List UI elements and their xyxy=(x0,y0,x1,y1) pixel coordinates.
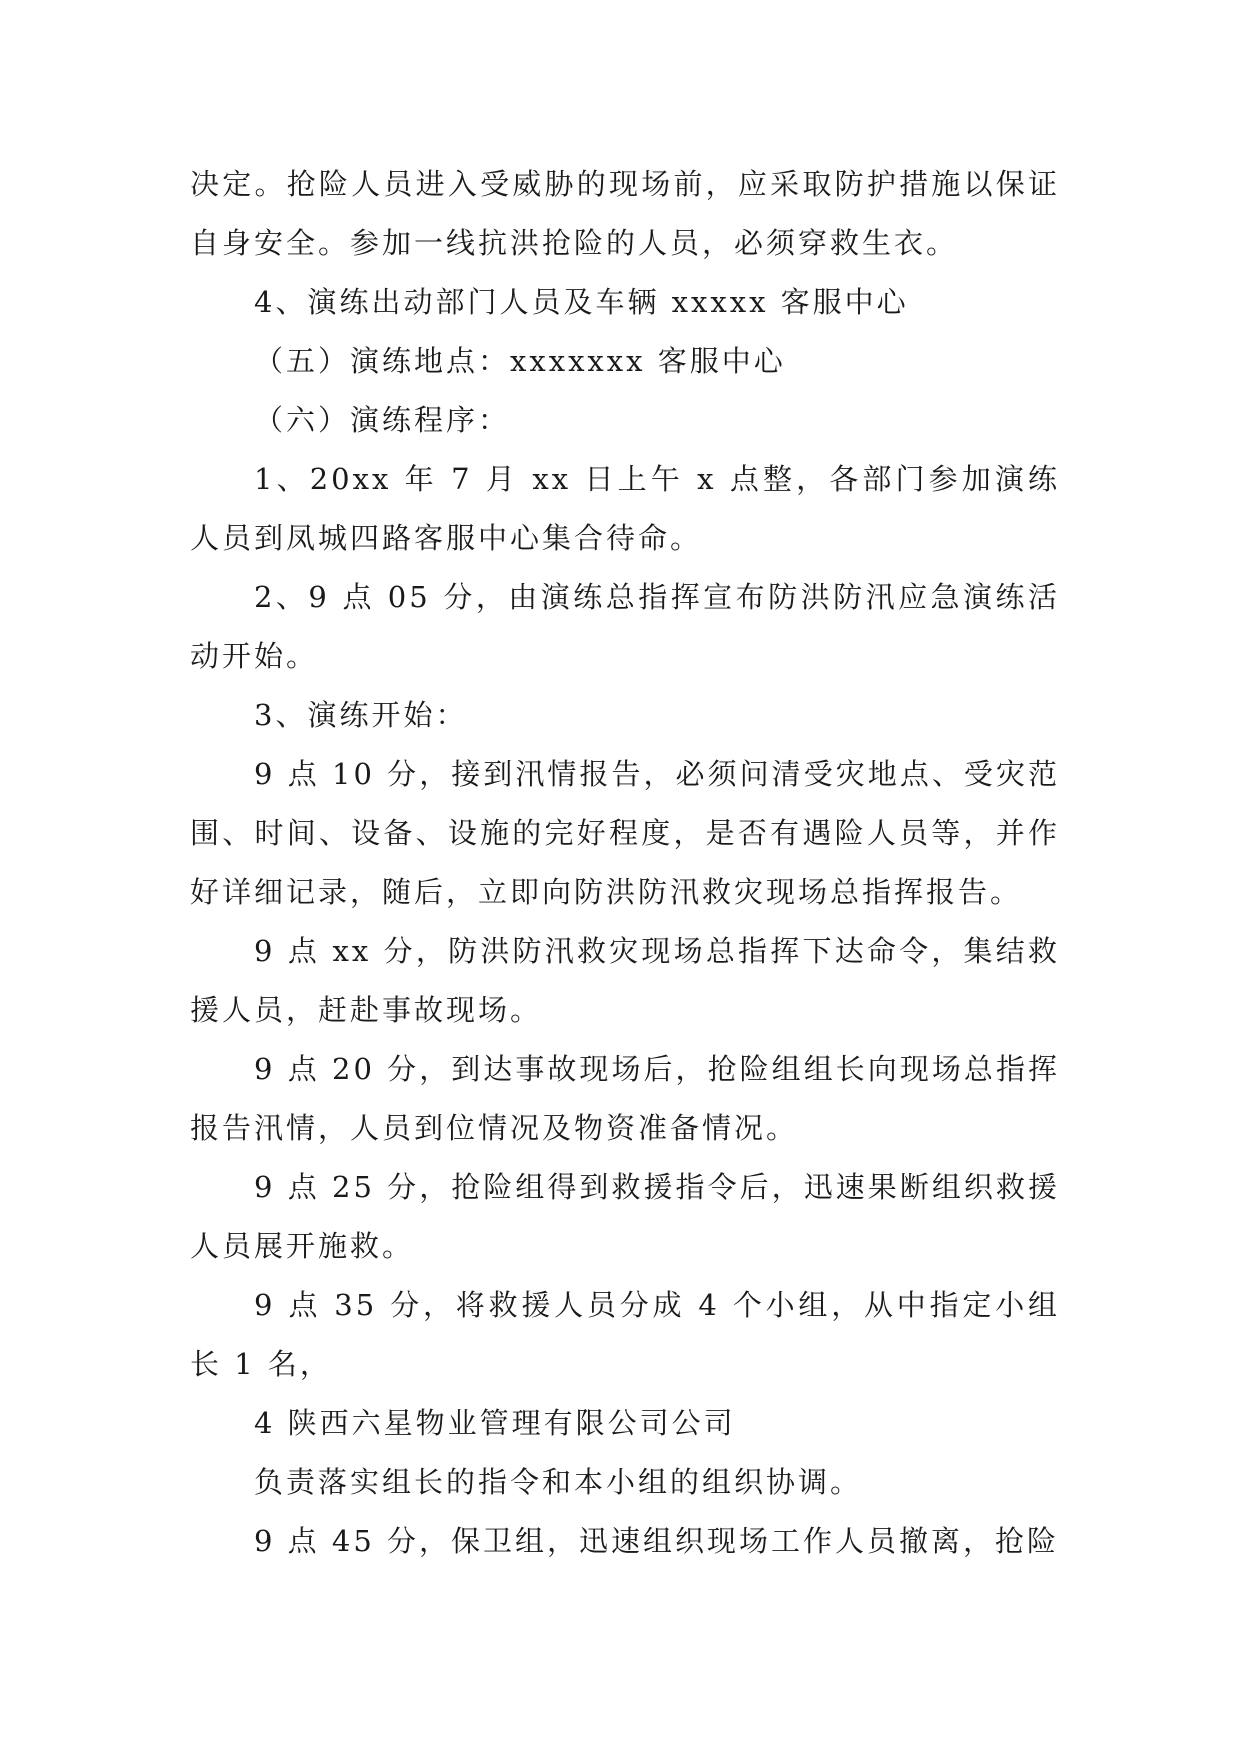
paragraph-0935: 9 点 35 分，将救援人员分成 4 个小组，从中指定小组长 1 名， xyxy=(190,1288,1060,1381)
paragraph-0925: 9 点 25 分，抢险组得到救援指令后，迅速果断组织救援人员展开施救。 xyxy=(190,1170,1060,1263)
paragraph-protection: 决定。抢险人员进入受威胁的现场前，应采取防护措施以保证自身安全。参加一线抗洪抢险的人员，必须穿救生衣。 xyxy=(190,167,1060,260)
paragraph-step-1: 1、20xx 年 7 月 xx 日上午 x 点整，各部门参加演练人员到凤城四路客服中心集合待命。 xyxy=(190,462,1060,555)
paragraph-09xx: 9 点 xx 分，防洪防汛救灾现场总指挥下达命令，集结救援人员，赶赴事故现场。 xyxy=(190,934,1060,1027)
paragraph-0920: 9 点 20 分，到达事故现场后，抢险组组长向现场总指挥报告汛情，人员到位情况及物资准备情况。 xyxy=(190,1052,1060,1145)
paragraph-step-2: 2、9 点 05 分，由演练总指挥宣布防洪防汛应急演练活动开始。 xyxy=(190,580,1060,673)
paragraph-vehicles: 4、演练出动部门人员及车辆 xxxxx 客服中心 xyxy=(254,285,909,319)
paragraph-step-3: 3、演练开始： xyxy=(254,698,468,732)
document-page xyxy=(190,155,1060,1571)
paragraph-procedure-heading: （六）演练程序： xyxy=(254,403,511,437)
paragraph-coordination: 负责落实组长的指令和本小组的组织协调。 xyxy=(254,1465,863,1499)
paragraph-location: （五）演练地点：xxxxxxx 客服中心 xyxy=(254,344,786,378)
paragraph-company-footer: 4 陕西六星物业管理有限公司公司 xyxy=(254,1406,736,1440)
paragraph-0910: 9 点 10 分，接到汛情报告，必须问清受灾地点、受灾范围、时间、设备、设施的完好程度，是否有遇险人员等，并作好详细记录，随后，立即向防洪防汛救灾现场总指挥报告。 xyxy=(190,757,1060,909)
paragraph-0945: 9 点 45 分，保卫组，迅速组织现场工作人员撤离，抢险 xyxy=(254,1524,1060,1558)
